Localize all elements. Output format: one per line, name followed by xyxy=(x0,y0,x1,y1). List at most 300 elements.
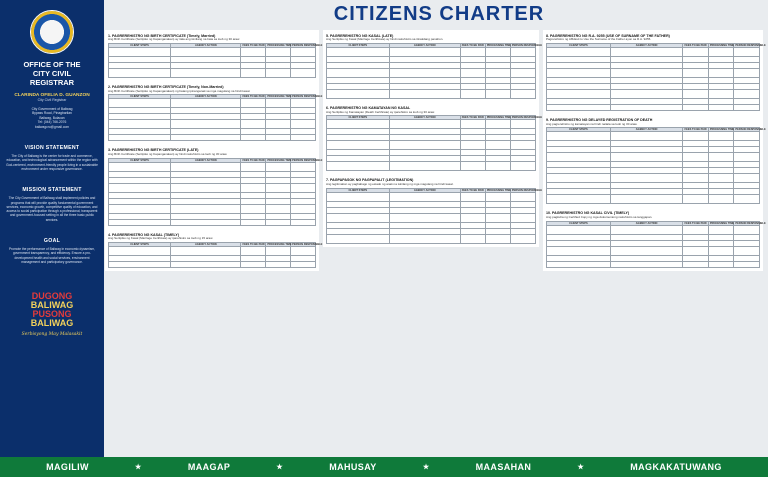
table-cell xyxy=(708,105,734,111)
sidebar xyxy=(0,0,104,457)
table-column-header: AGENCY ACTION xyxy=(389,116,460,120)
table-cell xyxy=(510,120,535,129)
table-cell xyxy=(327,90,390,99)
slogan-line: BALIWAG xyxy=(30,300,74,311)
slogan-logo xyxy=(6,292,98,328)
table-cell xyxy=(241,69,266,78)
table-cell xyxy=(734,69,760,78)
table-cell xyxy=(708,261,734,267)
table-cell xyxy=(241,120,266,129)
table-column-header: PERSON RESPONSIBLE xyxy=(292,95,323,99)
service-title: 9. PAGREREHISTRO NG DELAYED REGISTRATION OF DEATH xyxy=(546,118,653,123)
table-column-header: FEES TO BE PAID xyxy=(684,221,707,225)
table-cell xyxy=(266,48,291,57)
table-cell xyxy=(734,174,760,183)
table-cell xyxy=(291,246,316,255)
table-column-header: FEES TO BE PAID xyxy=(242,158,265,162)
goal-text: Promote the performance of Baliwag in economic dynamism, government transparency, and efficiency. Ensure a pro-development health and social services, environment management and participatory governance. xyxy=(9,247,95,264)
service-description: Ang Birth Certificate (Sertipiko ng Kapanganakan) ay hindi nairehistro sa loob ng 30 araw. xyxy=(108,151,228,156)
table-row xyxy=(547,225,760,234)
service-table xyxy=(108,94,323,141)
table-column-header: PERSON RESPONSIBLE xyxy=(511,116,543,120)
table-row xyxy=(547,132,760,141)
table-cell xyxy=(683,225,709,234)
table-cell xyxy=(389,213,460,222)
contact-email: baliwagcro@gmail.com xyxy=(34,124,70,129)
table-header-row xyxy=(109,158,316,162)
table-cell xyxy=(460,162,485,171)
table-row xyxy=(547,105,760,111)
table-column-header: FEES TO BE PAID xyxy=(242,44,265,48)
table-cell xyxy=(327,69,390,78)
table-cell xyxy=(610,261,682,267)
service-title: 8. PAGREREHISTRO NG R.A. 9255 (USE OF SURNAME OF THE FATHER) xyxy=(546,34,670,38)
table-column-header: PROCESSING TIME xyxy=(267,242,292,246)
table-cell xyxy=(460,141,485,150)
contact-line: Tel: (044) 766-2076 xyxy=(37,120,67,125)
slogan-line: PUSONG xyxy=(32,309,72,320)
slogan-line: BALIWAG xyxy=(30,318,74,329)
table-cell xyxy=(171,246,241,255)
table-cell xyxy=(610,174,682,183)
table-cell xyxy=(683,69,709,78)
table-cell xyxy=(734,90,760,99)
table-cell xyxy=(683,195,709,204)
table-cell xyxy=(734,153,760,162)
table-cell xyxy=(485,234,510,243)
table-row xyxy=(327,48,536,57)
service-description: Ang pagkuha ng Certified Copy ng mga dokumentong nairehistro sa tanggapan. xyxy=(546,214,653,219)
table-cell xyxy=(171,261,241,267)
table-column-header: FEES TO BE PAID xyxy=(684,128,707,132)
table-row xyxy=(327,90,536,99)
service-table xyxy=(326,115,543,171)
table-cell xyxy=(266,162,291,171)
table-cell xyxy=(547,153,611,162)
table-cell xyxy=(547,246,611,255)
table-cell xyxy=(389,234,460,243)
goal-heading: GOAL xyxy=(43,238,61,244)
service-section xyxy=(323,102,543,174)
table-cell xyxy=(171,204,241,213)
service-title: 7. PAGPAPASOK NG PAGPAPALIT (LEGITIMATION) xyxy=(326,178,414,183)
table-cell xyxy=(241,135,266,141)
page-title: CITIZENS CHARTER xyxy=(333,3,545,25)
table-column-header: CLIENT STEPS xyxy=(109,242,171,246)
service-section xyxy=(543,207,766,270)
table-cell xyxy=(327,234,390,243)
contact-info xyxy=(6,107,98,129)
table-cell xyxy=(683,261,709,267)
service-description: Ang Sertipiko ng Kamatayan (Death Certificate) ay iparehistro sa loob ng 30 araw. xyxy=(326,109,435,114)
table-cell xyxy=(241,246,266,255)
table-column-header: CLIENT STEPS xyxy=(327,188,390,192)
table-cell xyxy=(266,99,291,108)
table-cell xyxy=(327,48,390,57)
table-cell xyxy=(109,69,171,78)
table-cell xyxy=(171,69,241,78)
service-table xyxy=(546,43,766,111)
service-description: Ang legitimation ay pagbabago ng estado ng anak na isinilang ng mga magulang na hindi kasal. xyxy=(326,181,454,186)
table-cell xyxy=(610,69,682,78)
table-cell xyxy=(708,225,734,234)
table-cell xyxy=(708,48,734,57)
table-cell xyxy=(683,90,709,99)
core-value: MAGKAKATUWANG xyxy=(630,462,722,472)
table-cell xyxy=(109,183,171,192)
tagline: Serbisyong May Malasakit xyxy=(21,332,83,338)
table-cell xyxy=(327,213,390,222)
table-cell xyxy=(109,219,171,225)
mission-heading: MISSION STATEMENT xyxy=(22,187,82,194)
table-cell xyxy=(485,120,510,129)
table-column-header: PERSON RESPONSIBLE xyxy=(292,242,323,246)
table-column-header: FEES TO BE PAID xyxy=(242,242,265,246)
table-column-header: PERSON RESPONSIBLE xyxy=(511,188,543,192)
star-icon: ★ xyxy=(276,464,284,471)
city-seal-logo xyxy=(30,10,74,54)
table-cell xyxy=(266,183,291,192)
table-cell xyxy=(547,132,611,141)
service-title: 4. PAGREREHISTRO NG KASAL (TIMELY) xyxy=(108,232,180,237)
table-column-header: CLIENT STEPS xyxy=(109,95,171,99)
table-row xyxy=(327,192,536,201)
table-cell xyxy=(547,261,611,267)
table-column-header: PERSON RESPONSIBLE xyxy=(735,44,766,48)
service-table xyxy=(326,43,543,99)
table-row xyxy=(109,246,316,255)
table-row xyxy=(547,48,760,57)
star-icon: ★ xyxy=(577,464,585,471)
table-cell xyxy=(171,162,241,171)
table-column-header: AGENCY ACTION xyxy=(171,44,241,48)
table-row xyxy=(547,261,760,267)
table-header-row xyxy=(327,44,536,48)
table-cell xyxy=(266,219,291,225)
table-cell xyxy=(734,225,760,234)
table-cell xyxy=(241,162,266,171)
table-column-header: AGENCY ACTION xyxy=(610,221,682,225)
table-header-row xyxy=(109,44,316,48)
table-cell xyxy=(327,120,390,129)
table-cell xyxy=(610,225,682,234)
table-cell xyxy=(610,105,682,111)
service-table xyxy=(108,158,323,226)
table-cell xyxy=(734,261,760,267)
table-cell xyxy=(291,261,316,267)
table-row xyxy=(547,195,760,204)
table-column-header: AGENCY ACTION xyxy=(389,188,460,192)
table-cell xyxy=(241,183,266,192)
table-cell xyxy=(460,90,485,99)
table-cell xyxy=(291,135,316,141)
table-row xyxy=(327,120,536,129)
table-header-row xyxy=(547,44,760,48)
table-cell xyxy=(109,120,171,129)
table-column-header: AGENCY ACTION xyxy=(171,242,241,246)
table-column-header: CLIENT STEPS xyxy=(109,44,171,48)
table-cell xyxy=(460,69,485,78)
table-cell xyxy=(547,174,611,183)
table-row xyxy=(109,204,316,213)
table-cell xyxy=(291,219,316,225)
table-cell xyxy=(171,48,241,57)
table-cell xyxy=(610,195,682,204)
table-row xyxy=(109,120,316,129)
service-table xyxy=(546,221,766,268)
charter-column-3 xyxy=(543,30,766,271)
table-header-row xyxy=(327,188,536,192)
table-column-header: PROCESSING TIME xyxy=(709,221,735,225)
table-cell xyxy=(171,99,241,108)
table-column-header: PERSON RESPONSIBLE xyxy=(735,128,766,132)
service-table xyxy=(108,242,323,268)
table-cell xyxy=(266,261,291,267)
table-cell xyxy=(389,192,460,201)
table-column-header: PROCESSING TIME xyxy=(267,158,292,162)
table-cell xyxy=(485,69,510,78)
contact-line: Baliwag, Bulacan xyxy=(39,115,65,120)
table-cell xyxy=(291,99,316,108)
table-cell xyxy=(708,132,734,141)
core-value: MAAGAP xyxy=(187,462,231,472)
table-cell xyxy=(547,195,611,204)
table-column-header: FEES TO BE PAID xyxy=(461,116,484,120)
table-cell xyxy=(734,105,760,111)
table-cell xyxy=(734,195,760,204)
service-section xyxy=(105,144,323,228)
core-value: MAASAHAN xyxy=(475,462,532,472)
service-title: 1. PAGREREHISTRO NG BIRTH CERTIFICATE (Timely, Married) xyxy=(108,34,216,38)
table-cell xyxy=(510,141,535,150)
table-row xyxy=(109,99,316,108)
slogan-line: DUGONG xyxy=(31,291,73,302)
table-cell xyxy=(460,213,485,222)
service-description: Ang pagrerehistro ng kamatayan na hindi naitala sa loob ng 30 araw. xyxy=(546,121,638,126)
table-column-header: CLIENT STEPS xyxy=(547,128,611,132)
service-section xyxy=(105,229,323,271)
table-cell xyxy=(241,48,266,57)
table-cell xyxy=(547,69,611,78)
table-cell xyxy=(485,162,510,171)
table-cell xyxy=(734,48,760,57)
service-description: Pagrerehistro ng Affidavit to Use the Surname of the Father ayon sa R.A. 9255. xyxy=(546,37,652,42)
service-title: 6. PAGREREHISTRO NG KAMATAYAN NG KASAL xyxy=(326,106,411,111)
table-cell xyxy=(171,135,241,141)
table-cell xyxy=(460,48,485,57)
table-cell xyxy=(683,246,709,255)
service-title: 5. PAGREREHISTRO NG KASAL (LATE) xyxy=(326,34,394,38)
table-column-header: FEES TO BE PAID xyxy=(684,44,707,48)
table-cell xyxy=(291,48,316,57)
office-name xyxy=(6,60,98,87)
table-row xyxy=(327,213,536,222)
service-title: 2. PAGREREHISTRO NG BIRTH CERTIFICATE (Timely, Non-Married) xyxy=(108,85,224,90)
table-cell xyxy=(510,213,535,222)
table-cell xyxy=(460,234,485,243)
table-cell xyxy=(683,48,709,57)
table-cell xyxy=(241,219,266,225)
table-cell xyxy=(708,69,734,78)
table-row xyxy=(547,153,760,162)
table-cell xyxy=(109,99,171,108)
table-row xyxy=(547,174,760,183)
table-row xyxy=(327,162,536,171)
core-value: MAHUSAY xyxy=(329,462,377,472)
table-cell xyxy=(610,246,682,255)
table-header-row xyxy=(547,128,760,132)
table-cell xyxy=(734,246,760,255)
table-cell xyxy=(510,234,535,243)
star-icon: ★ xyxy=(135,464,142,471)
table-column-header: PERSON RESPONSIBLE xyxy=(511,44,543,48)
table-row xyxy=(327,69,536,78)
table-column-header: PERSON RESPONSIBLE xyxy=(292,44,323,48)
table-cell xyxy=(547,105,611,111)
table-cell xyxy=(708,195,734,204)
table-column-header: PROCESSING TIME xyxy=(267,44,292,48)
table-cell xyxy=(389,90,460,99)
table-column-header: AGENCY ACTION xyxy=(171,158,241,162)
service-section xyxy=(105,81,323,144)
table-cell xyxy=(291,162,316,171)
service-section xyxy=(323,30,543,102)
table-cell xyxy=(389,162,460,171)
table-cell xyxy=(109,204,171,213)
table-cell xyxy=(734,132,760,141)
table-cell xyxy=(291,183,316,192)
star-icon: ★ xyxy=(422,464,430,471)
table-cell xyxy=(171,183,241,192)
service-description: Ang Birth Certificate (Sertipiko ng Kapanganakan) ng batang ipinanganak sa mga magulang na hindi kasal. xyxy=(108,88,251,93)
table-column-header: FEES TO BE PAID xyxy=(461,44,484,48)
table-column-header: CLIENT STEPS xyxy=(547,44,611,48)
table-cell xyxy=(485,141,510,150)
charter-column-1 xyxy=(105,30,323,271)
vision-text: The City of Baliwag is the center for trade and commerce, education, and technological advancement within the region with God-centered, environment-friendly people living in a sustainable environment under responsive governance. xyxy=(6,154,98,171)
core-values-footer xyxy=(0,457,768,477)
table-column-header: CLIENT STEPS xyxy=(109,158,171,162)
service-table xyxy=(108,43,323,78)
table-cell xyxy=(109,135,171,141)
table-cell xyxy=(510,90,535,99)
table-cell xyxy=(610,132,682,141)
table-cell xyxy=(683,105,709,111)
table-cell xyxy=(266,69,291,78)
table-cell xyxy=(389,120,460,129)
table-cell xyxy=(460,192,485,201)
contact-line: City Government of Baliwag xyxy=(31,107,73,111)
table-cell xyxy=(708,153,734,162)
table-row xyxy=(547,246,760,255)
table-column-header: AGENCY ACTION xyxy=(610,44,682,48)
table-cell xyxy=(291,120,316,129)
table-cell xyxy=(547,48,611,57)
table-row xyxy=(109,48,316,57)
table-cell xyxy=(291,69,316,78)
service-title: 10. PAGREREHISTRO NG KASAL CIVIL (TIMELY) xyxy=(546,211,630,216)
charter-column-2 xyxy=(323,30,543,247)
table-cell xyxy=(485,213,510,222)
service-section xyxy=(543,114,766,207)
table-cell xyxy=(266,204,291,213)
table-cell xyxy=(610,48,682,57)
table-cell xyxy=(389,48,460,57)
table-cell xyxy=(683,174,709,183)
table-cell xyxy=(109,48,171,57)
table-row xyxy=(109,183,316,192)
table-cell xyxy=(109,261,171,267)
table-cell xyxy=(389,141,460,150)
table-row xyxy=(109,261,316,267)
table-row xyxy=(547,90,760,99)
table-cell xyxy=(547,90,611,99)
table-cell xyxy=(171,219,241,225)
table-column-header: AGENCY ACTION xyxy=(610,128,682,132)
table-row xyxy=(327,141,536,150)
service-section xyxy=(323,174,543,246)
table-cell xyxy=(327,162,390,171)
table-cell xyxy=(510,48,535,57)
table-cell xyxy=(241,204,266,213)
table-row xyxy=(109,219,316,225)
table-cell xyxy=(109,162,171,171)
table-column-header: PERSON RESPONSIBLE xyxy=(292,158,323,162)
table-column-header: PERSON RESPONSIBLE xyxy=(735,221,766,225)
table-cell xyxy=(510,69,535,78)
table-column-header: FEES TO BE PAID xyxy=(242,95,265,99)
service-title: 3. PAGREREHISTRO NG BIRTH CERTIFICATE (LATE) xyxy=(108,148,199,153)
service-description: Ang Sertipiko ng Kasal (Marriage Certificate) ay iparehistro sa loob ng 15 araw. xyxy=(108,236,214,241)
table-row xyxy=(327,234,536,243)
table-column-header: CLIENT STEPS xyxy=(547,221,611,225)
office-line-1: OFFICE OF THE xyxy=(23,60,81,69)
table-cell xyxy=(485,192,510,201)
table-header-row xyxy=(109,242,316,246)
table-cell xyxy=(266,135,291,141)
office-line-2: CITY CIVIL xyxy=(32,69,72,78)
table-row xyxy=(547,69,760,78)
officer-role: City Civil Registrar xyxy=(37,98,67,102)
table-cell xyxy=(266,120,291,129)
table-cell xyxy=(327,192,390,201)
table-cell xyxy=(610,153,682,162)
table-cell xyxy=(241,99,266,108)
table-cell xyxy=(547,225,611,234)
table-cell xyxy=(389,69,460,78)
table-column-header: PROCESSING TIME xyxy=(486,44,512,48)
service-table xyxy=(546,127,766,204)
service-section xyxy=(105,30,323,81)
table-cell xyxy=(109,246,171,255)
table-cell xyxy=(485,90,510,99)
table-column-header: PROCESSING TIME xyxy=(709,44,735,48)
table-column-header: FEES TO BE PAID xyxy=(461,188,484,192)
table-cell xyxy=(708,174,734,183)
table-column-header: CLIENT STEPS xyxy=(327,44,390,48)
vision-heading: VISION STATEMENT xyxy=(24,145,80,152)
service-table xyxy=(326,188,543,244)
table-cell xyxy=(708,246,734,255)
table-row xyxy=(109,162,316,171)
service-section xyxy=(543,30,766,114)
table-cell xyxy=(291,204,316,213)
table-cell xyxy=(683,132,709,141)
table-column-header: PROCESSING TIME xyxy=(709,128,735,132)
officer-name: CLARINDA OFELIA D. GUANZON xyxy=(14,93,90,98)
mission-text: The City Government of Baliwag shall implement policies and programs that will provide quality fundamental government services, economic growth, competitive quality of education, and access to social participation through a professional, transparent and government-focused setting in all the three basic public services. xyxy=(6,196,98,222)
table-column-header: PROCESSING TIME xyxy=(486,116,512,120)
